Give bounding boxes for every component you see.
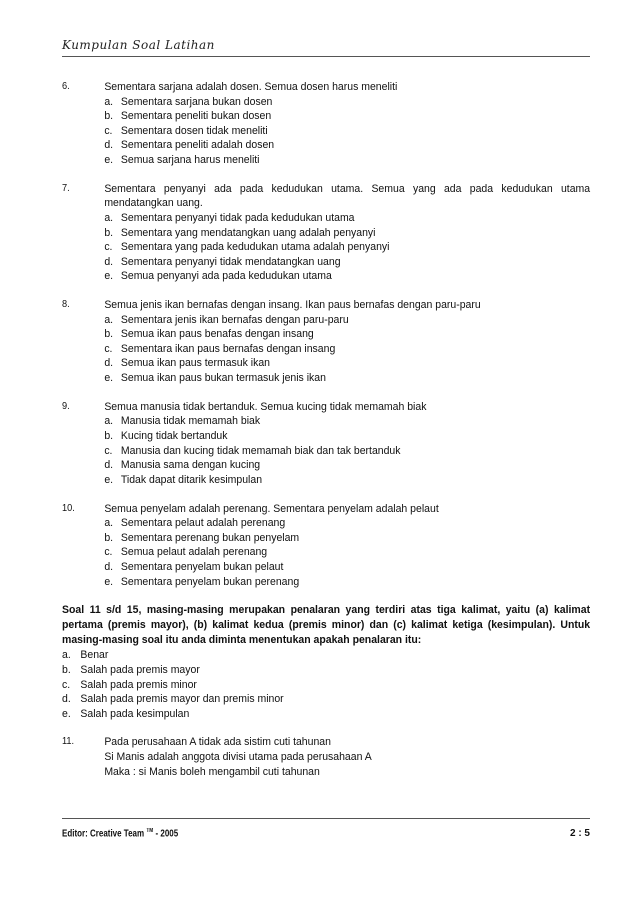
answer-option	[104, 153, 590, 168]
answer-option	[104, 414, 590, 429]
answer-key-letter: c.	[62, 678, 71, 691]
question-item	[62, 182, 590, 284]
question-number: 8.	[62, 299, 70, 311]
answer-option	[104, 444, 590, 459]
answer-key-letter: e.	[62, 707, 71, 720]
answer-key-item	[62, 678, 590, 693]
question-stem: Semua jenis ikan bernafas dengan insang. Ikan paus bernafas dengan paru-paru	[104, 299, 481, 312]
question-item	[62, 502, 590, 590]
answer-key-list	[62, 648, 590, 721]
answer-option	[104, 109, 590, 124]
answer-option	[104, 458, 590, 473]
answer-key-item	[62, 663, 590, 678]
option-letter: d.	[104, 255, 114, 268]
question-11	[62, 735, 590, 779]
answer-option	[104, 560, 590, 575]
question-list	[62, 80, 590, 589]
option-text: Sementara perenang bukan penyelam	[120, 531, 300, 544]
answer-option	[104, 575, 590, 590]
option-letter: d.	[104, 459, 114, 472]
option-letter: d.	[104, 560, 114, 573]
option-text: Semua sarjana harus meneliti	[120, 153, 260, 166]
question-number: 7.	[62, 182, 70, 194]
option-text: Sementara peneliti adalah dosen	[120, 139, 275, 152]
answer-key-letter: a.	[62, 649, 71, 662]
option-text: Sementara jenis ikan bernafas dengan paru-paru	[120, 313, 349, 326]
option-text: Semua ikan paus bukan termasuk jenis ikan	[120, 372, 326, 385]
answer-option	[104, 269, 590, 284]
answer-key-text: Benar	[80, 649, 109, 662]
option-letter: a.	[104, 517, 114, 530]
question-item	[62, 80, 590, 168]
answer-key-text: Salah pada premis mayor	[80, 663, 200, 676]
option-letter: d.	[104, 357, 114, 370]
premise-line: Si Manis adalah anggota divisi utama pada perusahaan A	[104, 750, 372, 763]
option-letter: b.	[104, 328, 114, 341]
page-header: Kumpulan Soal Latihan	[62, 38, 215, 52]
header-rule	[62, 56, 590, 57]
answer-option	[104, 240, 590, 255]
option-letter: b.	[104, 226, 114, 239]
option-text: Sementara pelaut adalah perenang	[120, 517, 286, 530]
question-number: 11.	[62, 736, 75, 748]
answer-key-letter: b.	[62, 663, 71, 676]
answer-option	[104, 211, 590, 226]
answer-option	[104, 313, 590, 328]
option-text: Sementara peneliti bukan dosen	[120, 110, 272, 123]
option-letter: d.	[104, 139, 114, 152]
footer-year: - 2005	[153, 828, 179, 840]
footer-editor-name: Editor: Creative Team	[62, 828, 145, 840]
page-number: 2 : 5	[569, 828, 590, 839]
question-stem: Sementara penyanyi ada pada kedudukan utama. Semua yang ada pada kedudukan utama mendatangkan uang.	[104, 182, 591, 210]
question-item	[62, 298, 590, 386]
answer-option	[104, 327, 590, 342]
option-letter: e.	[104, 473, 114, 486]
footer-editor	[62, 828, 178, 839]
question-stem: Sementara sarjana adalah dosen. Semua dosen harus meneliti	[104, 81, 398, 93]
instruction-paragraph: Soal 11 s/d 15, masing-masing merupakan penalaran yang terdiri atas tiga kalimat, yaitu (a) kalimat pertama (premis mayor), (b) kalimat kedua (premis minor) dan (c) kalimat ketiga (kesimpulan). Untuk masing-masing soal itu anda diminta menentukan apakah penalaran itu:	[62, 604, 591, 647]
option-text: Semua ikan paus termasuk ikan	[120, 357, 271, 370]
option-text: Semua ikan paus benafas dengan insang	[120, 328, 314, 341]
option-text: Sementara yang pada kedudukan utama adalah penyanyi	[120, 241, 390, 254]
option-text: Kucing tidak bertanduk	[120, 430, 228, 443]
answer-key-item	[62, 707, 590, 722]
question-stem: Semua manusia tidak bertanduk. Semua kucing tidak memamah biak	[104, 400, 427, 413]
answer-option	[104, 138, 590, 153]
trademark: TM	[146, 828, 154, 834]
option-letter: a.	[104, 313, 114, 326]
option-letter: e.	[104, 153, 114, 166]
footer-rule	[62, 818, 590, 819]
option-text: Sementara penyanyi tidak pada kedudukan utama	[120, 211, 355, 224]
question-item	[62, 400, 590, 488]
option-letter: c.	[104, 444, 113, 457]
answer-option	[104, 356, 590, 371]
option-letter: a.	[104, 415, 114, 428]
option-letter: b.	[104, 110, 114, 123]
option-letter: e.	[104, 372, 114, 385]
option-text: Sementara yang mendatangkan uang adalah penyanyi	[120, 226, 376, 239]
option-text: Sementara dosen tidak meneliti	[120, 124, 268, 137]
answer-option	[104, 124, 590, 139]
option-text: Sementara penyelam bukan perenang	[120, 575, 300, 588]
question-number: 10.	[62, 502, 75, 514]
answer-option	[104, 516, 590, 531]
answer-key-item	[62, 692, 590, 707]
premise-line: Pada perusahaan A tidak ada sistim cuti tahunan	[104, 736, 331, 749]
answer-key-text: Salah pada premis minor	[80, 678, 197, 691]
answer-option	[104, 95, 590, 110]
option-letter: b.	[104, 430, 114, 443]
option-letter: a.	[104, 211, 114, 224]
option-letter: c.	[104, 546, 113, 559]
option-text: Semua pelaut adalah perenang	[120, 546, 268, 559]
option-text: Sementara penyanyi tidak mendatangkan uang	[120, 255, 341, 268]
option-text: Tidak dapat ditarik kesimpulan	[120, 473, 263, 486]
answer-option	[104, 255, 590, 270]
option-letter: e.	[104, 575, 114, 588]
answer-option	[104, 545, 590, 560]
option-letter: c.	[104, 124, 113, 137]
option-letter: a.	[104, 95, 114, 108]
answer-option	[104, 473, 590, 488]
option-letter: b.	[104, 531, 114, 544]
answer-option	[104, 371, 590, 386]
question-number: 9.	[62, 400, 70, 412]
answer-key-text: Salah pada premis mayor dan premis minor	[80, 693, 284, 706]
option-letter: c.	[104, 241, 113, 254]
option-text: Sementara sarjana bukan dosen	[120, 95, 273, 108]
question-stem: Semua penyelam adalah perenang. Sementara penyelam adalah pelaut	[104, 502, 439, 515]
conclusion-line: Maka : si Manis boleh mengambil cuti tahunan	[104, 765, 320, 778]
option-text: Manusia sama dengan kucing	[120, 459, 261, 472]
option-text: Manusia tidak memamah biak	[120, 415, 261, 428]
option-letter: e.	[104, 270, 114, 283]
answer-key-text: Salah pada kesimpulan	[80, 707, 190, 720]
answer-key-letter: d.	[62, 693, 71, 706]
option-text: Sementara penyelam bukan pelaut	[120, 560, 284, 573]
option-text: Semua penyanyi ada pada kedudukan utama	[120, 270, 332, 283]
document-body	[62, 80, 590, 793]
answer-key-item	[62, 648, 590, 663]
option-text: Manusia dan kucing tidak memamah biak dan tak bertanduk	[120, 444, 401, 457]
answer-option	[104, 531, 590, 546]
answer-option	[104, 429, 590, 444]
option-text: Sementara ikan paus bernafas dengan insang	[120, 342, 336, 355]
question-number: 6.	[62, 81, 70, 92]
answer-option	[104, 342, 590, 357]
option-letter: c.	[104, 342, 113, 355]
answer-option	[104, 226, 590, 241]
